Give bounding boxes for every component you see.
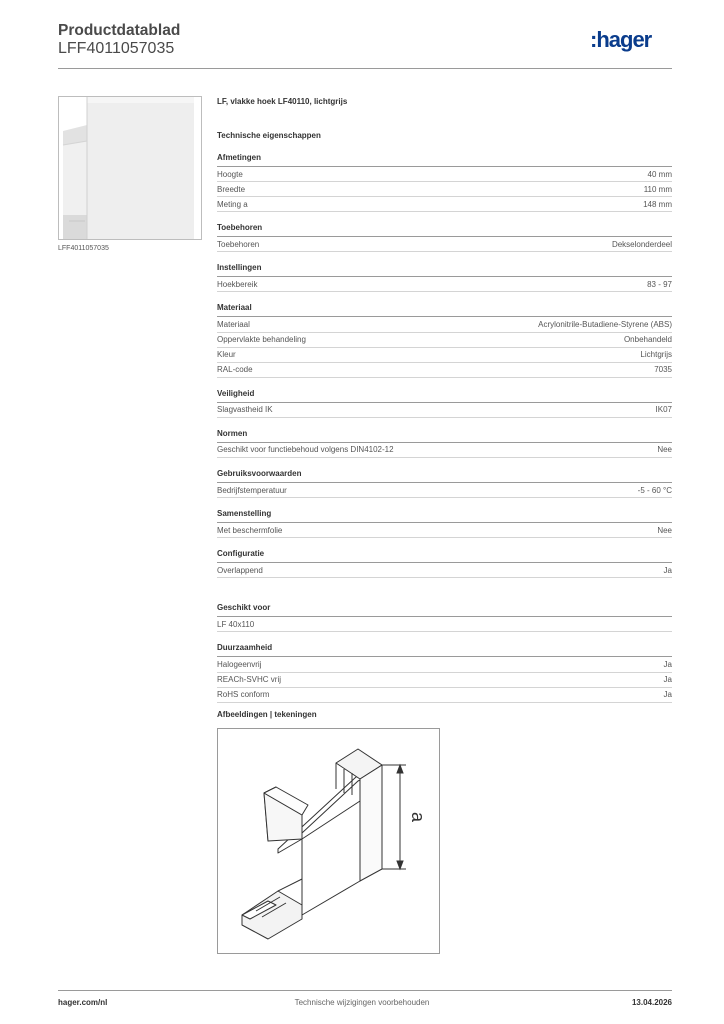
document-title: Productdatablad <box>58 22 181 39</box>
property-label: Toebehoren <box>217 239 260 249</box>
property-row <box>217 333 672 348</box>
property-value: 110 mm <box>643 184 672 194</box>
property-value: 148 mm <box>643 199 672 209</box>
property-row <box>217 197 672 212</box>
dimension-label: a <box>408 811 428 823</box>
property-row <box>217 657 672 672</box>
technical-drawing <box>217 728 440 954</box>
property-label: Hoekbereik <box>217 279 258 289</box>
property-value: 83 - 97 <box>647 279 672 289</box>
property-row <box>217 523 672 538</box>
property-row <box>217 403 672 418</box>
page-header <box>58 22 672 68</box>
hager-logo <box>590 27 672 53</box>
section-title: Geschikt voor <box>217 592 672 617</box>
flat-angle-thumbnail-image <box>59 97 201 239</box>
footer-date: 13.04.2026 <box>631 998 672 1007</box>
property-label: Materiaal <box>217 319 250 329</box>
property-value: Acrylonitrile-Butadiene-Styrene (ABS) <box>538 319 672 329</box>
section-title: Normen <box>217 418 672 443</box>
property-value: Onbehandeld <box>623 335 672 345</box>
property-row <box>217 182 672 197</box>
property-value: Ja <box>663 659 672 669</box>
property-row <box>217 483 672 498</box>
property-row <box>217 277 672 292</box>
property-label: Bedrijfstemperatuur <box>217 485 287 495</box>
property-value: IK07 <box>655 405 672 415</box>
property-row <box>217 363 672 378</box>
property-label: Meting a <box>217 199 248 209</box>
property-value: Dekselonderdeel <box>611 239 672 249</box>
property-label: RoHS conform <box>217 690 270 700</box>
footer-website[interactable]: hager.com/nl <box>58 998 108 1007</box>
section-title: Instellingen <box>217 252 672 277</box>
property-value: Lichtgrijs <box>640 350 672 360</box>
thumbnail-caption: LFF4011057035 <box>58 245 109 252</box>
header-divider <box>58 68 672 69</box>
property-label: Slagvastheid IK <box>217 405 273 415</box>
property-value: Nee <box>657 525 672 535</box>
property-row <box>217 237 672 252</box>
property-label: Oppervlakte behandeling <box>217 335 306 345</box>
section-title: Afmetingen <box>217 142 672 167</box>
section-title: Veiligheid <box>217 378 672 403</box>
property-sections <box>217 142 672 703</box>
product-description: LF, vlakke hoek LF40110, lichtgrijs <box>217 97 348 106</box>
property-row <box>217 317 672 332</box>
section-title: Materiaal <box>217 292 672 317</box>
property-row <box>217 563 672 578</box>
footer-disclaimer: Technische wijzigingen voorbehouden <box>294 998 430 1007</box>
dimension-drawing <box>218 729 439 953</box>
property-row <box>217 348 672 363</box>
property-row <box>217 617 672 632</box>
section-title: Samenstelling <box>217 498 672 523</box>
property-label: Halogeenvrij <box>217 659 262 669</box>
property-value: 7035 <box>654 365 672 375</box>
property-row <box>217 688 672 703</box>
technical-properties <box>217 96 672 703</box>
property-label: Hoogte <box>217 169 243 179</box>
footer-divider <box>58 990 672 991</box>
property-label: Overlappend <box>217 565 263 575</box>
property-row <box>217 443 672 458</box>
section-title: Toebehoren <box>217 212 672 237</box>
property-row <box>217 673 672 688</box>
property-value: Ja <box>663 675 672 684</box>
property-row <box>217 167 672 182</box>
property-label: Met beschermfolie <box>217 525 283 535</box>
property-label: Geschikt voor functiebehoud volgens DIN4102-12 <box>217 445 394 455</box>
property-label: LF 40x110 <box>217 619 255 629</box>
property-label: RAL-code <box>217 365 253 375</box>
property-value: Ja <box>663 690 672 700</box>
property-value: -5 - 60 °C <box>637 485 672 495</box>
property-label: Kleur <box>217 350 236 360</box>
logo-text: :hager <box>590 27 652 52</box>
property-label: Breedte <box>217 184 246 194</box>
property-value: Ja <box>663 565 672 575</box>
technical-properties-title: Technische eigenschappen <box>217 131 321 140</box>
section-title: Configuratie <box>217 538 672 563</box>
section-title: Gebruiksvoorwaarden <box>217 458 672 483</box>
property-label: REACh-SVHC vrij <box>217 675 282 684</box>
product-code: LFF4011057035 <box>58 40 175 57</box>
product-thumbnail <box>58 96 202 240</box>
section-title: Duurzaamheid <box>217 632 672 657</box>
drawings-title: Afbeeldingen | tekeningen <box>217 710 317 719</box>
property-value: 40 mm <box>647 169 672 179</box>
property-value: Nee <box>657 445 672 455</box>
